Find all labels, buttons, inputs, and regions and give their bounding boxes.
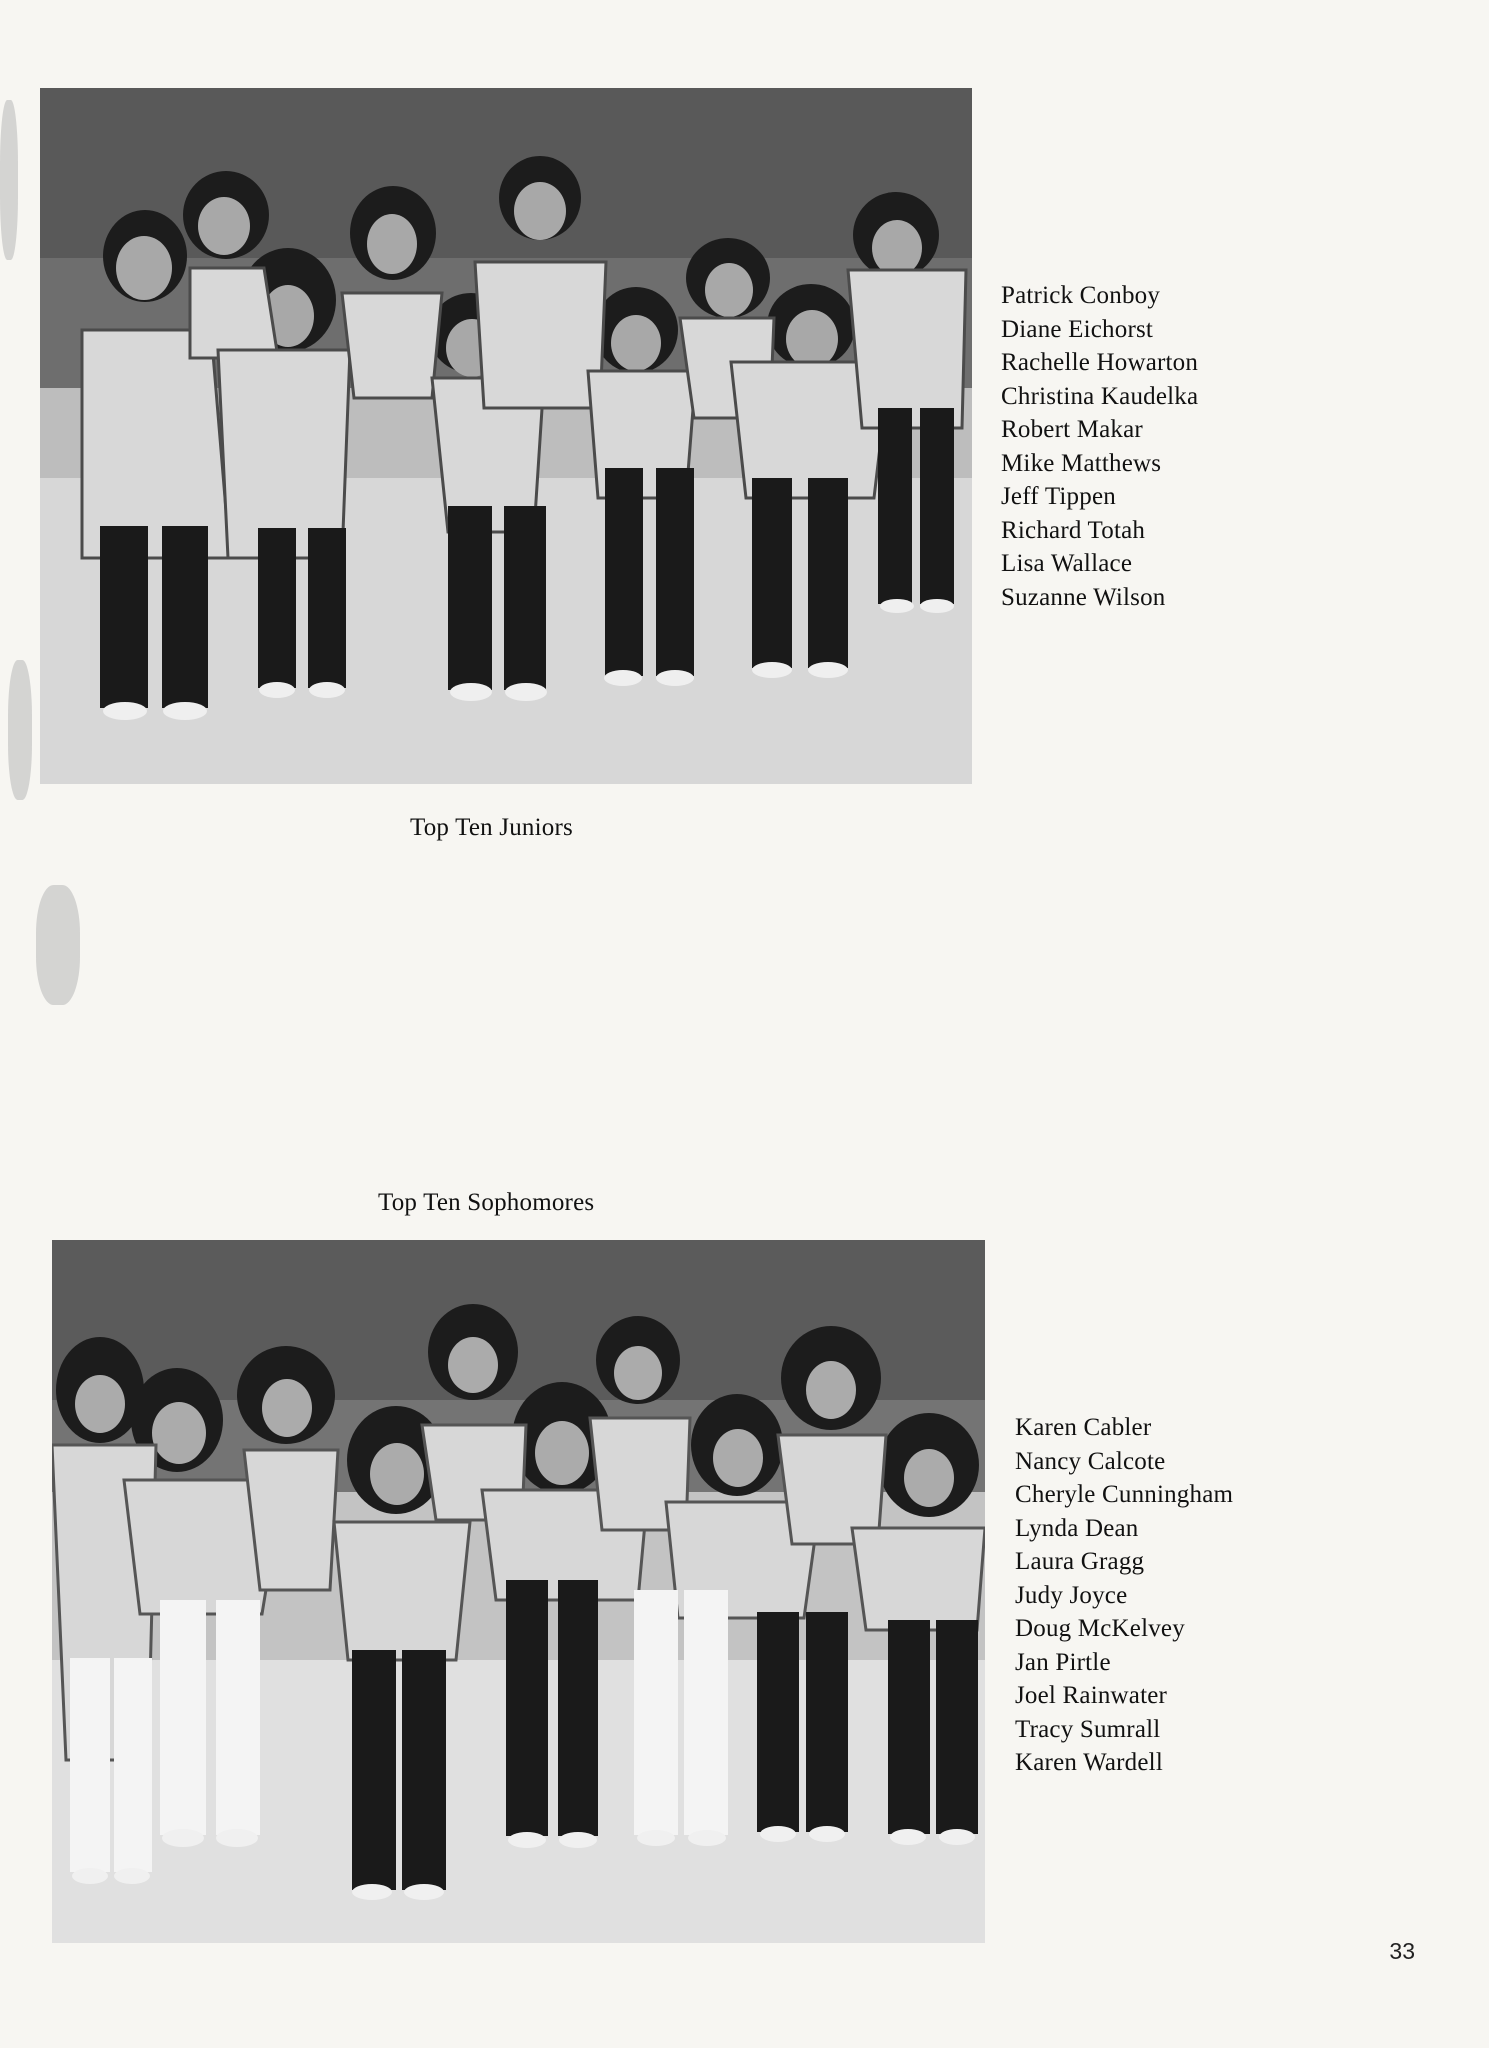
sophomore-name: Tracy Sumrall — [1015, 1715, 1161, 1743]
sophomore-name: Nancy Calcote — [1015, 1447, 1166, 1475]
junior-name-list — [1001, 279, 1198, 614]
sophomore-name: Jan Pirtle — [1015, 1648, 1111, 1676]
sophomore-name: Lynda Dean — [1015, 1514, 1139, 1542]
junior-name: Robert Makar — [1001, 416, 1143, 443]
sophomore-name: Cheryle Cunningham — [1015, 1481, 1234, 1508]
sophomore-name: Joel Rainwater — [1015, 1682, 1168, 1709]
sophomore-name: Karen Wardell — [1015, 1749, 1163, 1776]
sophomore-name: Karen Cabler — [1015, 1414, 1152, 1441]
junior-photo-illustration — [40, 88, 972, 784]
sophomore-name-list — [1015, 1411, 1233, 1780]
sophomore-name: Laura Gragg — [1015, 1548, 1145, 1575]
junior-name: Mike Matthews — [1001, 449, 1162, 477]
sophomore-name: Doug McKelvey — [1015, 1615, 1185, 1642]
junior-caption: Top Ten Juniors — [410, 814, 573, 841]
junior-group-photo — [40, 88, 972, 784]
junior-name: Diane Eichorst — [1001, 315, 1154, 343]
junior-name: Jeff Tippen — [1001, 483, 1116, 510]
sophomore-name: Judy Joyce — [1015, 1581, 1128, 1609]
page-number: 33 — [1389, 1938, 1415, 1964]
page-damage-mark — [0, 100, 18, 260]
sophomore-group-photo — [52, 1240, 985, 1943]
page-damage-mark — [8, 660, 32, 800]
junior-name: Christina Kaudelka — [1001, 382, 1199, 410]
page-damage-mark — [36, 885, 80, 1005]
junior-name: Suzanne Wilson — [1001, 583, 1166, 611]
junior-name: Rachelle Howarton — [1001, 349, 1199, 376]
junior-name: Patrick Conboy — [1001, 282, 1161, 309]
junior-name: Lisa Wallace — [1001, 550, 1133, 577]
junior-name: Richard Totah — [1001, 516, 1146, 544]
sophomore-caption: Top Ten Sophomores — [378, 1189, 595, 1216]
sophomore-photo-illustration — [52, 1240, 985, 1943]
